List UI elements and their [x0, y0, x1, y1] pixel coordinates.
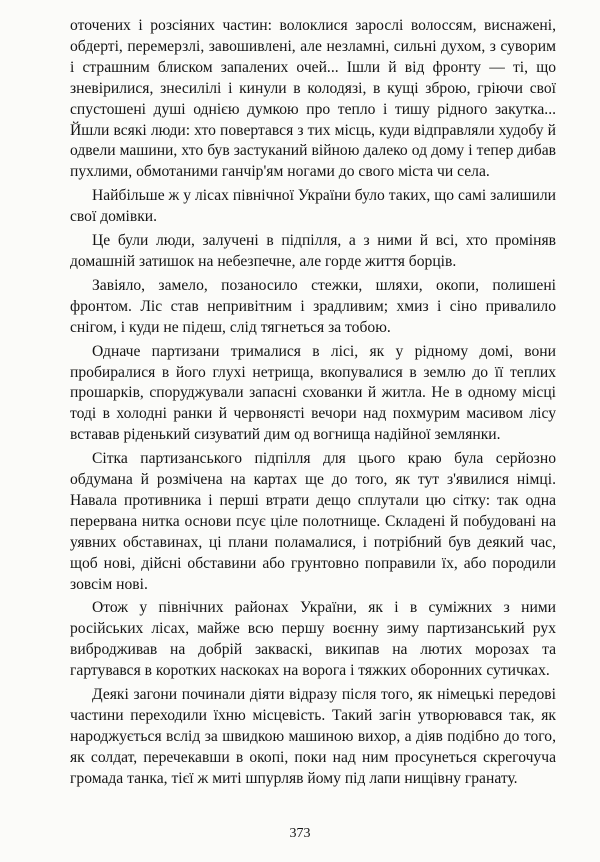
- paragraph: Сітка партизанського підпілля для цього краю була серйозно обдумана й розмічена на картах ще до того, як тут з'явилися німці. Навала противника і перші втрати дещо сплутали цю сітку: так одна перервана нитка основи псує ціле полотнище. Складені й побудовані на уявних обставинах, ці плани поламалися, і потрібний був деякий час, щоб нові, дійсні обставини або грунтовно поправили їх, або породили зовсім нові.: [70, 450, 556, 593]
- paragraph: Це були люди, залучені в підпілля, а з ними й всі, хто проміняв домашній затишок на небезпечне, але горде життя борців.: [70, 232, 556, 270]
- paragraph: Деякі загони починали діяти відразу після того, як німецькі передові частини переходили їхню місцевість. Такий загін утворювався так, як народжується вслід за швидкою машиною вихор, а діяв подібно до того, як солдат, перечекавши в окопі, поки над ним просунеться скрегочуча громада танка, тієї ж миті шпурляв йому під лапи нищівну гранату.: [70, 686, 556, 787]
- paragraph: Отож у північних районах України, як і в суміжних з ними російських лісах, майже всю першу воєнну зиму партизанський рух вибродживав на добрій закваскі, википав на лютих морозах та гартувався в коротких наскоках на ворога і тяжких оборонних сутичках.: [70, 599, 556, 680]
- paragraph: Найбільше ж у лісах північної України було таких, що самі залишили свої домівки.: [70, 187, 556, 226]
- body-text: [70, 16, 556, 790]
- paragraph: Одначе партизани трималися в лісі, як у рідному домі, вони пробиралися в його глухі нетрища, вкопувалися в землю до її теплих прошарків, споруджували запасні схованки й житла. Не в одному місці тоді в холодні ранки й червонясті вечори над похмурим масивом лісу вставав ріденький сизуватий дим од вогнища надійної землянки.: [70, 342, 556, 444]
- paragraph: Завіяло, замело, позаносило стежки, шляхи, окопи, полишені фронтом. Ліс став непривітним і зрадливим; хмиз і сіно привалило снігом, і куди не підеш, слід тягнеться за тобою.: [70, 276, 556, 336]
- page-number: 373: [289, 826, 311, 841]
- paragraph-continued: оточених і розсіяних частин: волоклися зарослі волоссям, виснажені, обдерті, перемерзлі, завошивлені, але незламні, сильні духом, з суворим і страшним блиском запалених очей... Ішли й від фронту — ті, що зневірилися, знесилілі і кинули в колодязі, в кущі зброю, гріючи свої спустошені душі однією думкою про тепло і тишу рідного закутка... Йшли всякі люди: хто повертався з тих місць, куди відправляли худобу й одвели машини, хто був застуканий війною далеко од дому і тепер дибав пухлими, обмотаними ганчір'ям ногами до свого міста чи села.: [70, 17, 556, 181]
